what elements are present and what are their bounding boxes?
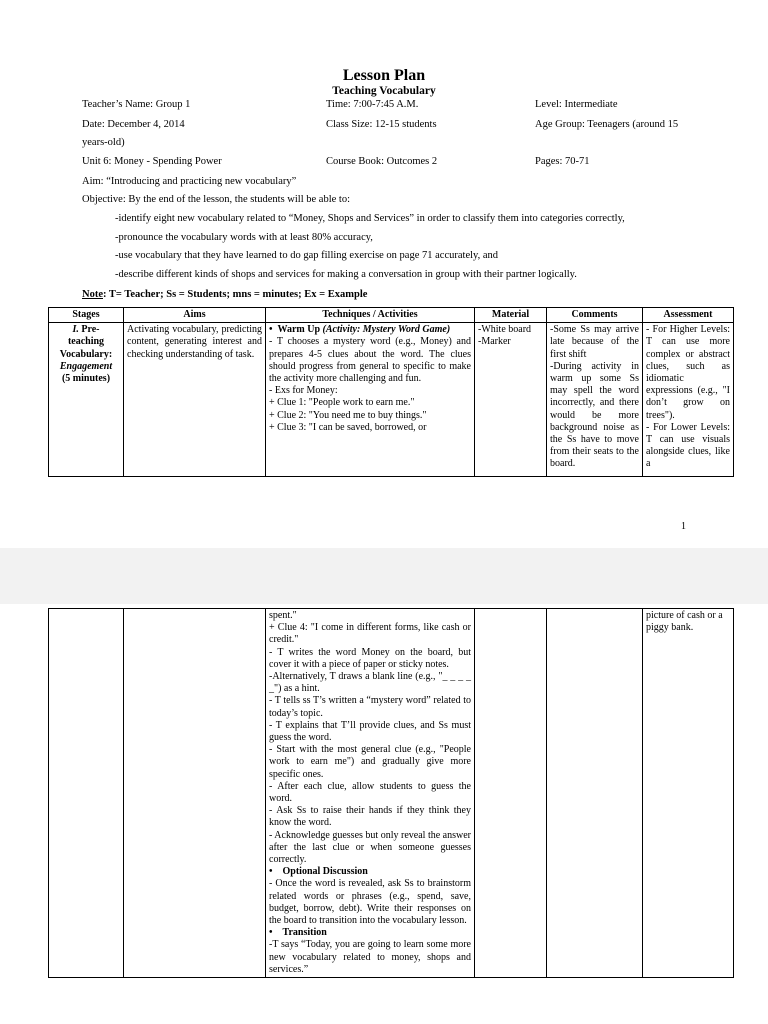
lesson-objective: Objective: By the end of the lesson, the students will be able to: — [82, 194, 350, 205]
table-header-row — [49, 308, 734, 323]
lesson-plan-table-continued — [48, 608, 734, 978]
stage-phase: Engagement — [59, 360, 113, 372]
material-item: -White board — [478, 324, 532, 336]
page-number: 1 — [681, 521, 686, 532]
column-header-assessment: Assessment — [643, 308, 734, 323]
document-title: Lesson Plan — [342, 67, 426, 84]
table-row — [49, 323, 734, 477]
technique-line: -Alternatively, T draws a blank line (e.g., "_ _ _ _ _") as a hint. — [269, 671, 471, 695]
stage-cell-continued — [49, 609, 124, 978]
technique-line: - Acknowledge guesses but only reveal the answer after the last clue or when someone guesses correctly. — [269, 829, 471, 866]
technique-line: spent." — [269, 610, 297, 621]
warmup-title: Warm Up — [277, 324, 321, 336]
material-cell-continued — [475, 609, 547, 978]
bullet-icon: • — [269, 927, 283, 939]
assessment-line: - For Higher Levels: T can use more complex or abstract clues, such as idiomatic expressions (e.g., "I don’t grow on trees"). — [646, 324, 730, 421]
objective-item: -pronounce the vocabulary words with at least 80% accuracy, — [115, 232, 373, 243]
technique-line: - Start with the most general clue (e.g., "People work to earn me") and gradually give more specific ones. — [269, 744, 471, 780]
course-book: Course Book: Outcomes 2 — [326, 156, 438, 167]
material-item: -Marker — [478, 336, 511, 348]
column-header-comments: Comments — [547, 308, 643, 323]
transition-text: -T says “Today, you are going to learn some more new vocabulary related to money, shops and services.” — [269, 939, 471, 975]
lesson-plan-table — [48, 307, 734, 477]
comments-cell-continued — [547, 609, 643, 978]
note-label: Note — [82, 289, 103, 300]
bullet-icon: • — [269, 866, 283, 878]
unit-title: Unit 6: Money - Spending Power — [82, 156, 222, 167]
material-cell — [475, 323, 547, 477]
stage-name-2: teaching — [67, 336, 105, 348]
technique-line: + Clue 3: "I can be saved, borrowed, or — [269, 421, 427, 433]
comments-cell — [547, 323, 643, 477]
technique-line: - T writes the word Money on the board, but cover it with a piece of paper or sticky notes. — [269, 646, 471, 670]
stage-name-3: Vocabulary: — [59, 348, 113, 360]
assessment-line: picture of cash or a piggy bank. — [646, 610, 723, 634]
lesson-aim: Aim: “Introducing and practicing new vocabulary” — [82, 176, 297, 187]
assessment-cell — [643, 323, 734, 477]
lesson-level: Level: Intermediate — [535, 99, 618, 110]
techniques-cell-continued — [266, 609, 475, 978]
technique-line: - Exs for Money: — [269, 385, 338, 397]
age-group: Age Group: Teenagers (around 15 — [535, 119, 679, 130]
teacher-name: Teacher’s Name: Group 1 — [82, 99, 191, 110]
column-header-aims: Aims — [124, 308, 266, 323]
comment-line: -Some Ss may arrive late because of the first shift — [550, 324, 639, 360]
book-pages: Pages: 70-71 — [535, 156, 590, 167]
aims-cell: Activating vocabulary, predicting content, generating interest and checking understanding of task. — [124, 323, 266, 477]
technique-line: + Clue 4: "I come in different forms, like cash or credit." — [269, 622, 471, 646]
column-header-techniques: Techniques / Activities — [266, 308, 475, 323]
lesson-time: Time: 7:00-7:45 A.M. — [326, 99, 419, 110]
stage-number: I. — [72, 324, 79, 336]
column-header-stages: Stages — [49, 308, 124, 323]
aims-cell-continued — [124, 609, 266, 978]
age-group-continued: years-old) — [82, 137, 125, 148]
assessment-line: - For Lower Levels: T can use visuals alongside clues, like a — [646, 421, 730, 470]
stage-duration: (5 minutes) — [61, 373, 111, 385]
technique-line: + Clue 2: "You need me to buy things." — [269, 409, 427, 421]
techniques-cell — [266, 323, 475, 477]
lesson-date: Date: December 4, 2014 — [82, 119, 185, 130]
class-size: Class Size: 12-15 students — [326, 119, 437, 130]
technique-line: - T explains that T’ll provide clues, and Ss must guess the word. — [269, 719, 471, 744]
document-page-2 — [0, 604, 768, 1024]
technique-line: - Ask Ss to raise their hands if they think they know the word. — [269, 805, 471, 829]
technique-line: - After each clue, allow students to guess the word. — [269, 780, 471, 805]
document-subtitle: Teaching Vocabulary — [332, 85, 436, 97]
bullet-icon: • — [269, 324, 278, 336]
assessment-cell-continued — [643, 609, 734, 978]
optional-discussion-title: Optional Discussion — [282, 866, 368, 878]
stage-cell — [49, 323, 124, 477]
optional-discussion-text: - Once the word is revealed, ask Ss to brainstorm related words or phrases (e.g., spend, save, budget, borrow, debt). Write their responses on the board to transition into the vocabulary lesson. — [269, 878, 471, 927]
technique-line: - T chooses a mystery word (e.g., Money) and prepares 4-5 clues about the word. The clues should progress from general to specific to make the activity more challenging and fun. — [269, 336, 471, 385]
objective-item: -use vocabulary that they have learned to do gap filling exercise on page 71 accurately, and — [115, 250, 498, 261]
warmup-activity: (Activity: Mystery Word Game) — [322, 324, 451, 336]
column-header-material: Material — [475, 308, 547, 323]
technique-line: + Clue 1: "People work to earn me." — [269, 397, 415, 409]
transition-title: Transition — [282, 927, 327, 939]
note-text: : T= Teacher; Ss = Students; mns = minutes; Ex = Example — [103, 289, 368, 300]
table-row — [49, 609, 734, 978]
technique-line: - T tells ss T’s written a “mystery word” related to today’s topic. — [269, 695, 471, 719]
objective-item: -describe different kinds of shops and services for making a conversation in group with their partner logically. — [115, 269, 577, 280]
objective-item: -identify eight new vocabulary related to “Money, Shops and Services” in order to classify them into categories correctly, — [115, 213, 625, 224]
abbreviations-note — [82, 289, 367, 300]
comment-line: -During activity in warm up some Ss may spell the word incorrectly, and there would be more background noise as the Ss have to move from their seats to the board. — [550, 360, 639, 470]
stage-name-1: Pre- — [81, 324, 100, 336]
